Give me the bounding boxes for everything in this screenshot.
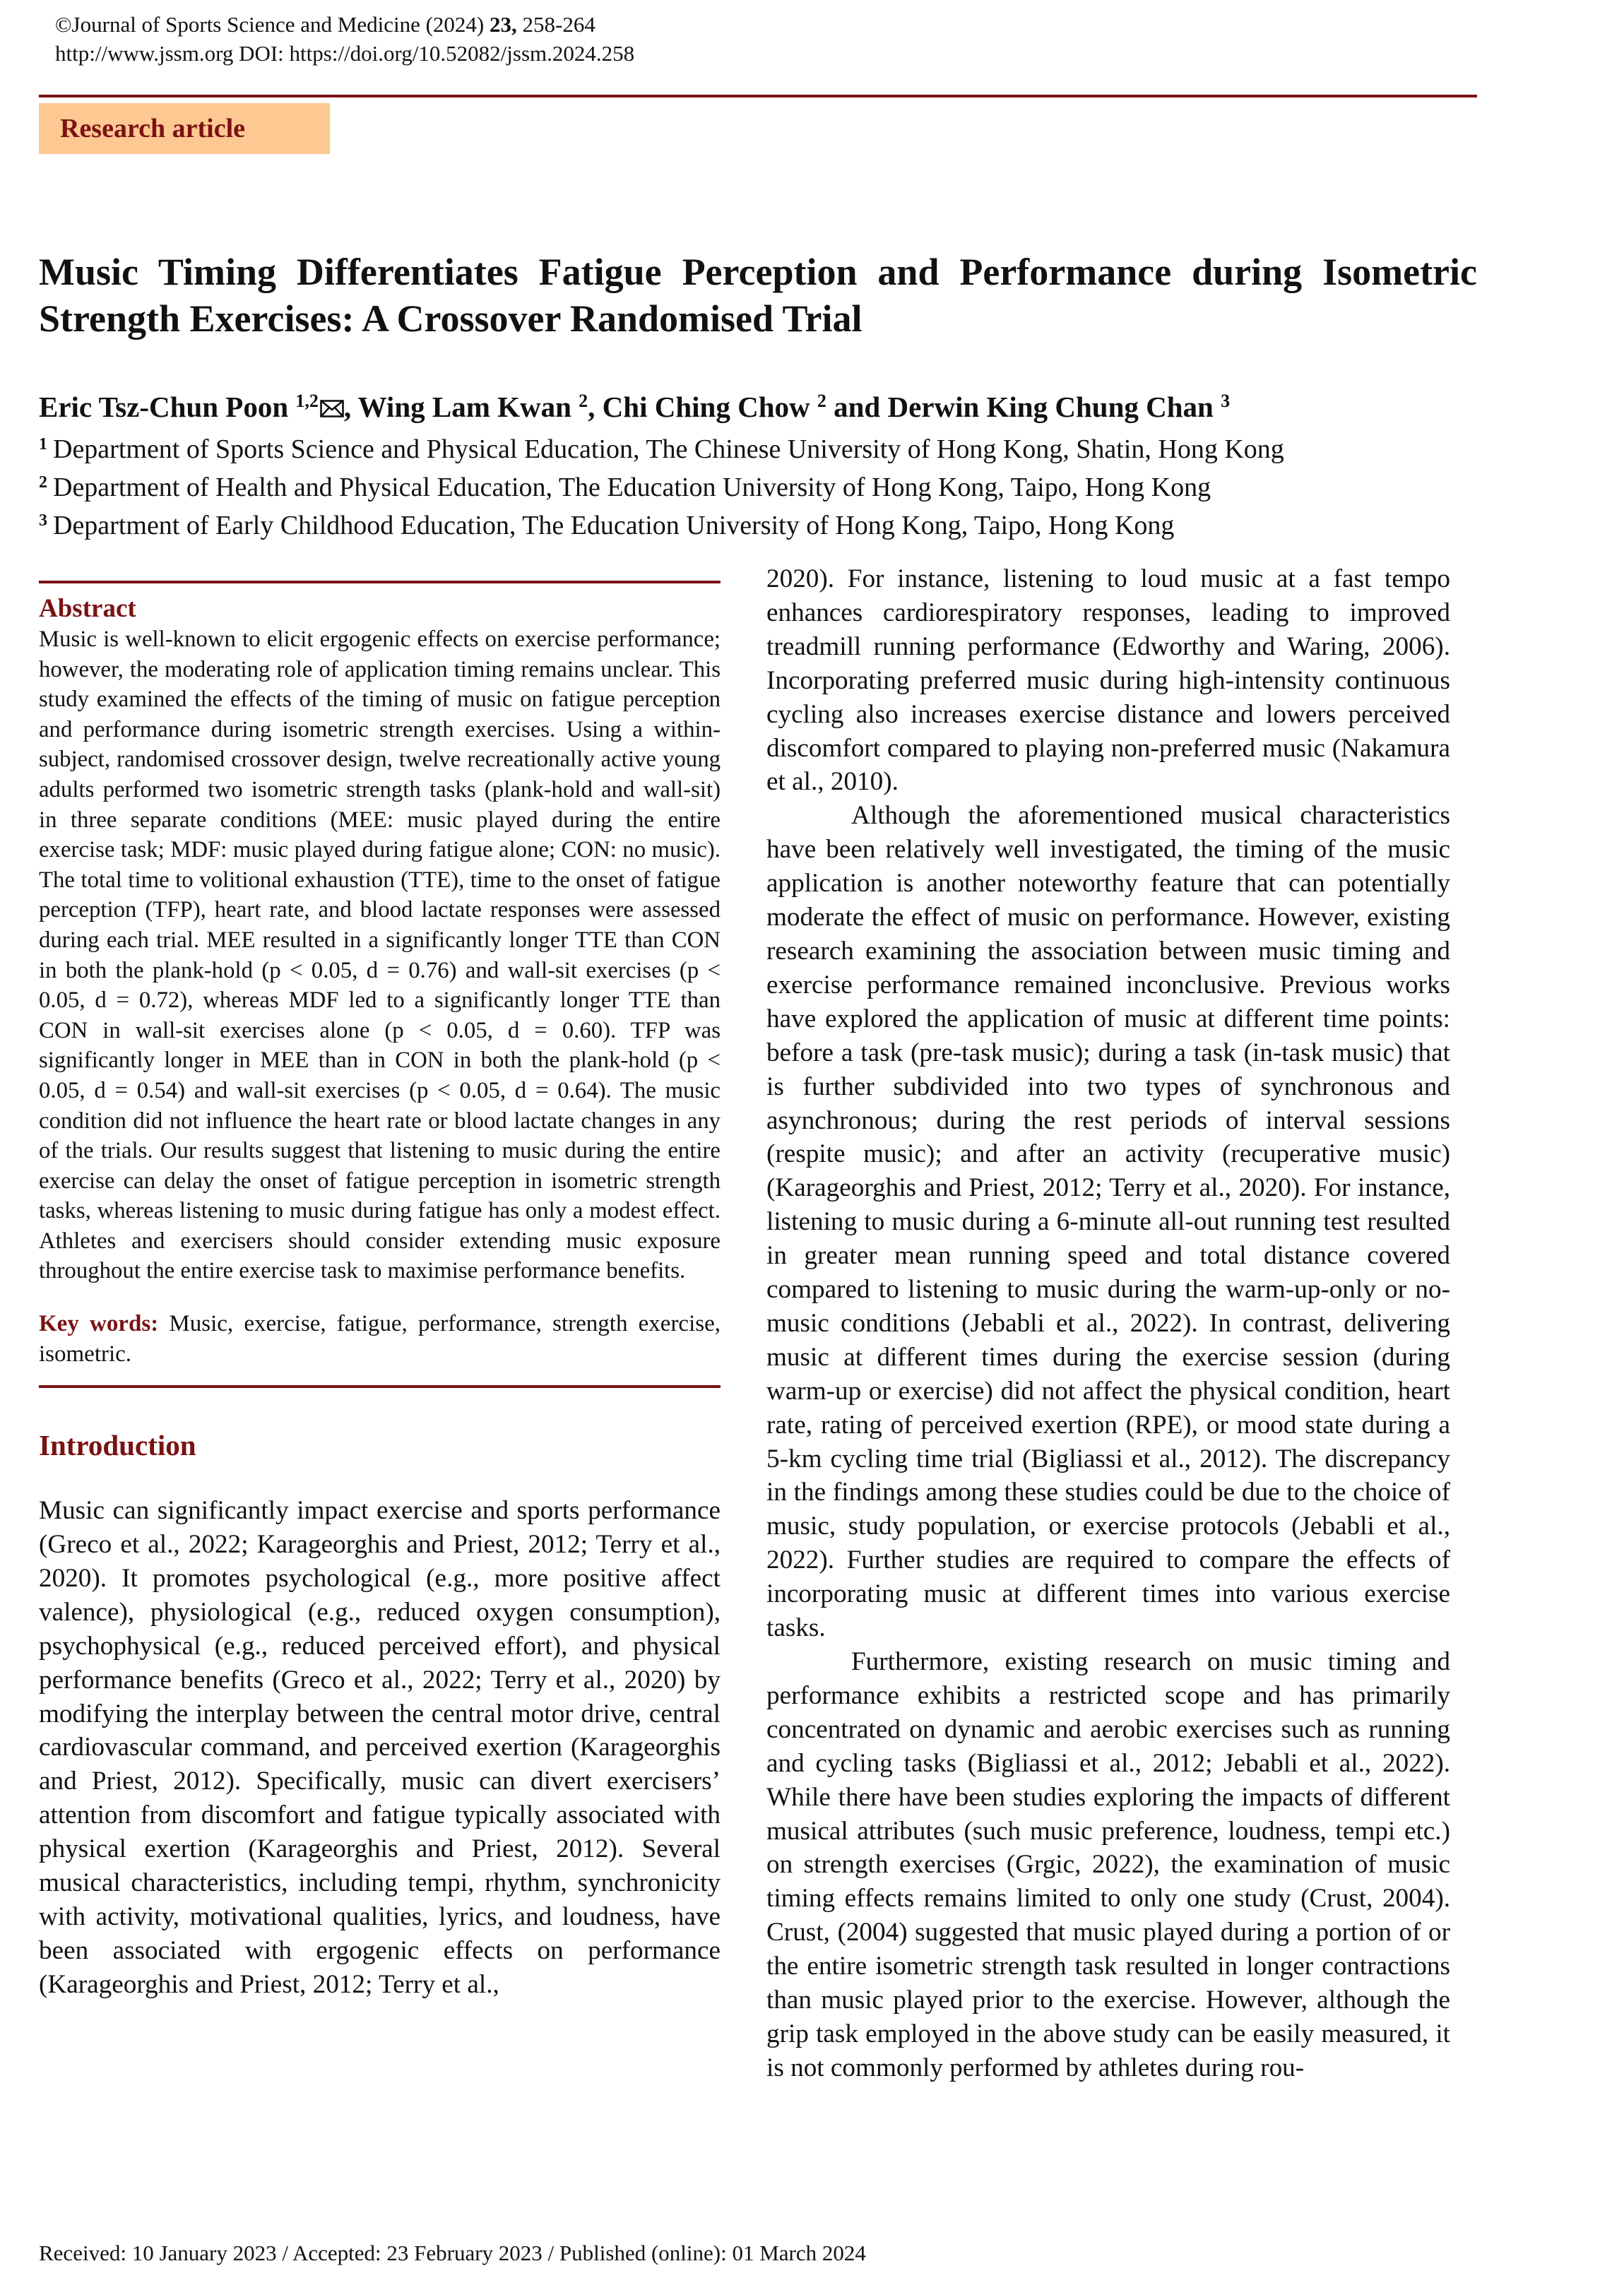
abstract-text: Music is well-known to elicit ergogenic effects on exercise performance; however, the moderating role of application timing remains unclear. This study examined the effects of the timing of music on fatigue perception and performance during isometric strength exercises. Using a within-subject, randomised crossover design, twelve recreationally active young adults performed two isometric strength tasks (plank-hold and wall-sit) in three separate conditions (MEE: music played during the entire exercise task; MDF: music played during fatigue alone; CON: no music). The total time to volitional exhaustion (TTE), time to the onset of fatigue perception (TFP), heart rate, and blood lactate responses were assessed during each trial. MEE resulted in a significantly longer TTE than CON in both the plank-hold (p < 0.05, d = 0.76) and wall-sit exercises (p < 0.05, d = 0.72), whereas MDF led to a significantly longer TTE than CON in wall-sit exercises alone (p < 0.05, d = 0.60). TFP was significantly longer in MEE than in CON in both the plank-hold (p < 0.05, d = 0.54) and wall-sit exercises (p < 0.05, d = 0.64). The music condition did not influence the heart rate or blood lactate changes in any of the trials. Our results suggest that listening to music during the entire exercise can delay the onset of fatigue perception in isometric strength tasks, whereas listening to music during fatigue has only a modest effect. Athletes and exercisers should consider extending music exposure throughout the entire exercise task to maximise performance benefits. <box>39 627 721 1284</box>
paper-title: Music Timing Differentiates Fatigue Perception and Performance during Isometric Strength Exercises: A Crossover Randomised Trial <box>39 251 1477 340</box>
introduction-paragraph-3: Furthermore, existing research on music timing and performance exhibits a restricted scope and has primarily concentrated on dynamic and aerobic exercises such as running and cycling tasks (Bigliassi et al., 2012; Jebabli et al., 2022). While there have been studies exploring the impacts of different musical attributes (such music preference, loudness, tempi etc.) on strength exercises (Grgic, 2022), the examination of music timing effects remains limited to only one study (Crust, 2004). Crust, (2004) suggested that music played during a portion of or the entire isometric strength task resulted in longer contractions than music played prior to the exercise. However, although the grip task employed in the above study can be easily measured, it is not commonly performed by athletes during rou- <box>766 1647 1450 2082</box>
journal-header <box>55 10 634 68</box>
author-affiliation-mark: 2 <box>817 391 826 411</box>
affiliation-list <box>39 428 1284 542</box>
introduction-paragraph-2: Although the aforementioned musical characteristics have been relatively well investigated, the timing of the music application is another noteworthy feature that can potentially moderate the effect of music on performance. However, existing research examining the association between music timing and exercise performance remained inconclusive. Previous works have explored the application of music at different time points: before a task (pre-task music); during a task (in-task music) that is further subdivided into two types of synchronous and asynchronous; during the rest periods of interval sessions (respite music); and after an activity (recuperative music) (Karageorghis and Priest, 2012; Terry et al., 2020). For instance, listening to music during a 6-minute all-out running test resulted in greater mean running speed and total distance covered compared to listening to music during the warm-up-only or no-music conditions (Jebabli et al., 2022). In contrast, delivering music at different times during the exercise session (during warm-up or exercise) did not affect the physical condition, heart rate, rating of perceived exertion (RPE), or mood state during a 5-km cycling time trial (Bigliassi et al., 2012). The discrepancy in the findings among these studies could be due to the choice of music, study population, or exercise protocols (Jebabli et al., 2022). Further studies are required to compare the effects of incorporating music at different times into various exercise tasks. <box>766 801 1450 1643</box>
keywords-label: Key words: <box>39 1311 159 1337</box>
envelope-icon[interactable] <box>320 400 344 417</box>
introduction-paragraph-continued: 2020). For instance, listening to loud music at a fast tempo enhances cardiorespiratory responses, leading to improved treadmill running performance (Edworthy and Waring, 2006). Incorporating preferred music during high-intensity continuous cycling also increases exercise distance and lowers perceived discomfort compared to playing non-preferred music (Nakamura et al., 2010). <box>766 564 1450 797</box>
header-divider <box>39 95 1477 97</box>
affiliation-item: $^1$ Department of Sports Science and Physical Education, The Chinese University of Hong Kong, Shatin, Hong Kong <box>39 434 1284 464</box>
author-name: Eric Tsz-Chun Poon <box>39 391 296 423</box>
left-column <box>39 581 721 2002</box>
abstract-bottom-divider <box>39 1385 721 1388</box>
article-type-badge: Research article <box>39 103 330 154</box>
author-affiliation-mark: 2 <box>579 391 588 411</box>
introduction-paragraph-1: Music can significantly impact exercise and sports performance (Greco et al., 2022; Karageorghis and Priest, 2012; Terry et al., 2020). It promotes psychological (e.g., more positive affect valence), physiological (e.g., reduced oxygen consumption), psychophysical (e.g., reduced perceived effort), and physical performance benefits (Greco et al., 2022; Terry et al., 2020) by modifying the interplay between the central motor drive, central cardiovascular command, and perceived exertion (Karageorghis and Priest, 2012). Specifically, music can divert exercisers’ attention from discomfort and fatigue typically associated with physical exertion (Karageorghis and Priest, 2012). Several musical characteristics, including tempi, rhythm, synchronicity with activity, motivational qualities, lyrics, and loudness, have been associated with ergogenic effects on performance (Karageorghis and Priest, 2012; Terry et al., <box>39 1496 721 1999</box>
affiliation-item: $^3$ Department of Early Childhood Education, The Education University of Hong Kong, Taipo, Hong Kong <box>39 511 1175 540</box>
journal-pages: 258-264 <box>516 12 595 37</box>
abstract-heading: Abstract <box>39 594 136 623</box>
author-affiliation-mark: 1,2 <box>295 391 319 411</box>
publication-dates: Received: 10 January 2023 / Accepted: 23 February 2023 / Published (online): 01 March 2024 <box>39 2241 866 2265</box>
author-list <box>39 390 1230 424</box>
journal-doi-line[interactable]: http://www.jssm.org DOI: https://doi.org/10.52082/jssm.2024.258 <box>55 41 635 66</box>
right-column <box>766 562 1450 2085</box>
abstract-top-divider <box>39 581 721 583</box>
introduction-heading: Introduction <box>39 1429 196 1462</box>
author-name: , Chi Ching Chow <box>588 391 817 423</box>
journal-citation-line: ©Journal of Sports Science and Medicine (2024) 23, 258-264 <box>55 12 595 37</box>
affiliation-item: $^2$ Department of Health and Physical Education, The Education University of Hong Kong, Taipo, Hong Kong <box>39 473 1211 502</box>
author-name: and Derwin King Chung Chan <box>826 391 1221 423</box>
author-name: , Wing Lam Kwan <box>343 391 579 423</box>
journal-volume: 23, <box>490 12 517 37</box>
author-affiliation-mark: 3 <box>1221 391 1231 411</box>
keywords <box>39 1309 721 1370</box>
keywords-text: Music, exercise, fatigue, performance, strength exercise, isometric. <box>39 1311 721 1368</box>
